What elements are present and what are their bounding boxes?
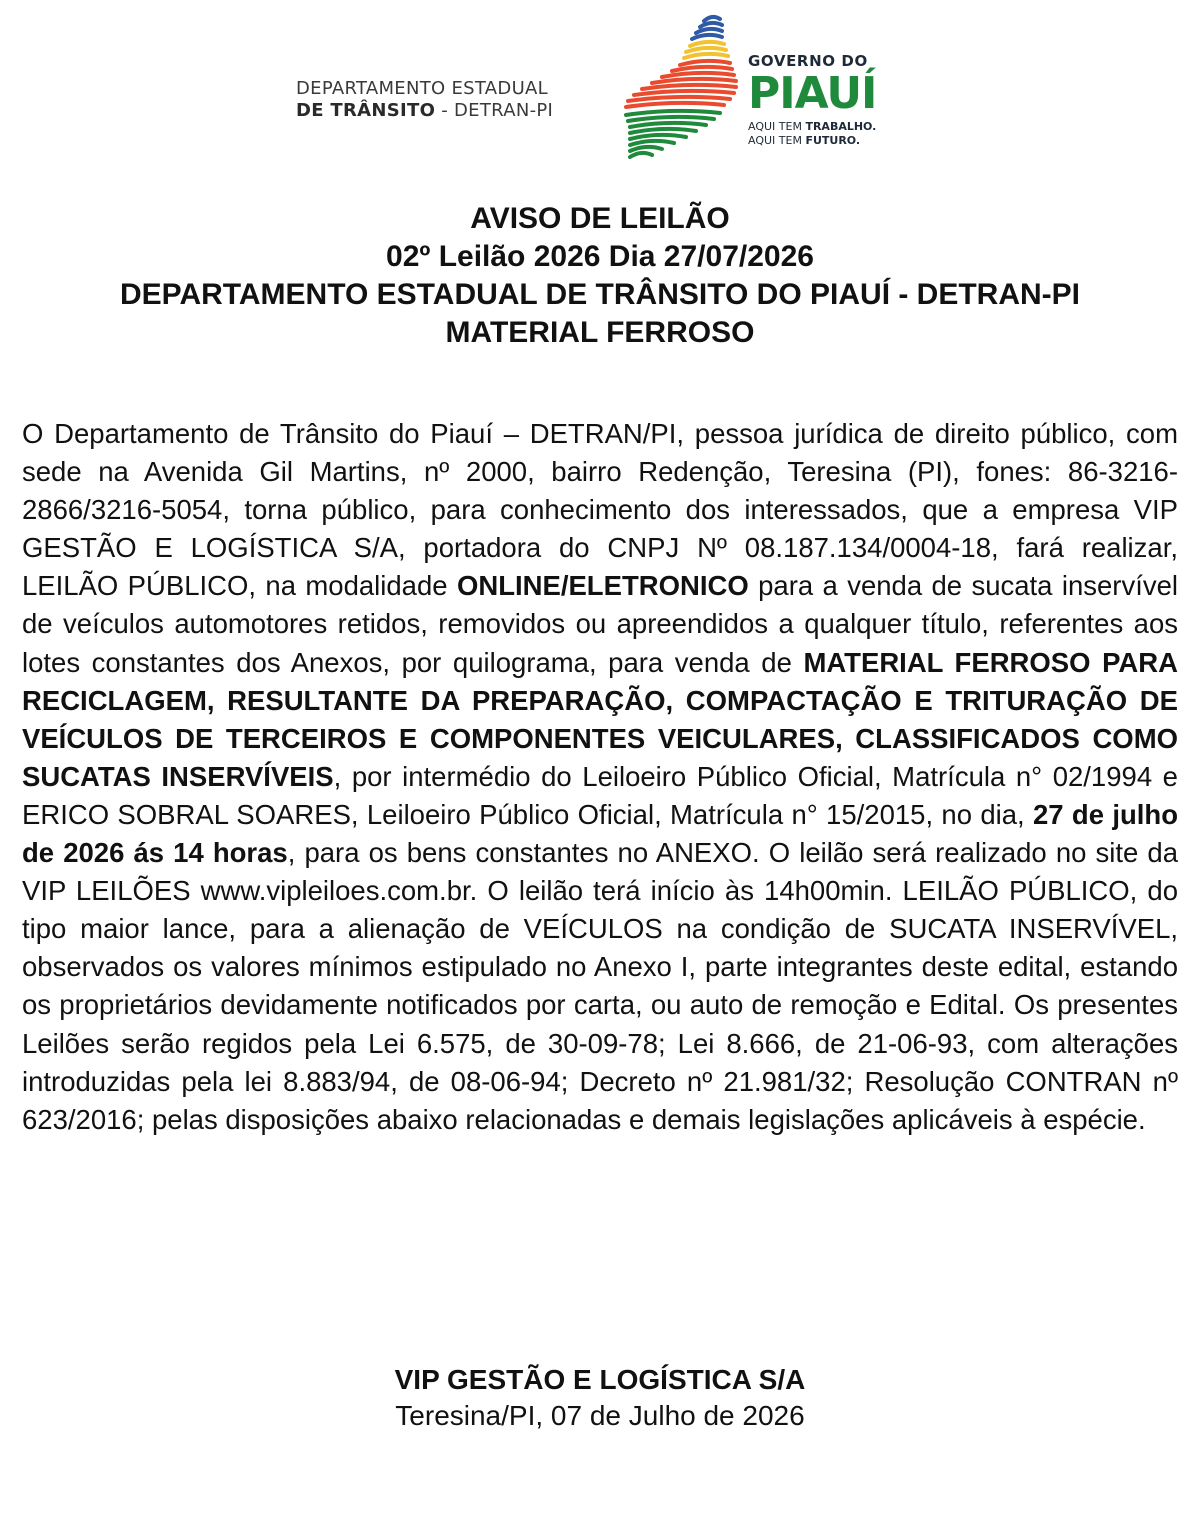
emblem-stripe xyxy=(634,91,734,95)
emblem-stripe xyxy=(630,141,674,145)
emblem-stripes xyxy=(626,17,736,157)
slogan-1b: TRABALHO. xyxy=(805,120,877,133)
notice-material: MATERIAL FERROSO xyxy=(445,316,755,349)
body-part-3: , por intermédio do Leiloeiro Público Oficial, Matrícula n° 02/1994 e ERICO SOBRAL SOARES, Leiloeiro Público Oficial, Matrícula n° 15/2015, no dia, xyxy=(22,760,1178,830)
emblem-stripe xyxy=(628,97,730,101)
emblem-stripe xyxy=(690,42,724,46)
gov-logo xyxy=(748,52,918,148)
emblem-stripe xyxy=(662,73,734,77)
body-bold-material: MATERIAL FERROSO PARA RECICLAGEM, RESULTANTE DA PREPARAÇÃO, COMPACTAÇÃO E TRITURAÇÃO DE VEÍCULOS DE TERCEIROS E COMPONENTES VEICULARES, CLASSIFICADOS COMO SUCATAS INSERVÍVEIS xyxy=(22,646,1178,792)
emblem-stripe xyxy=(700,23,722,27)
signature-company: VIP GESTÃO E LOGÍSTICA S/A xyxy=(394,1364,806,1395)
emblem-stripe xyxy=(684,54,728,58)
emblem-stripe xyxy=(630,135,686,139)
slogan-2a: AQUI TEM xyxy=(748,134,806,147)
detran-logo-line2 xyxy=(296,100,596,122)
emblem-stripe xyxy=(628,117,714,121)
emblem-stripe xyxy=(686,48,726,52)
piaui-emblem-icon xyxy=(622,12,742,180)
emblem-stripe xyxy=(630,129,696,133)
gov-logo-word: PIAUÍ xyxy=(748,68,877,119)
body-part-1: O Departamento de Trânsito do Piauí – DETRAN/PI, pessoa jurídica de direito público, com sede na Avenida Gil Martins, nº 2000, bairro Redenção, Teresina (PI), fones: 86-3216-2866/3216-5054, torna público, para conhecimento dos interessados, que a empresa VIP GESTÃO E LOGÍSTICA S/A, portadora do CNPJ Nº 08.187.134/0004-18, fará realizar, LEILÃO PÚBLICO, na modalidade xyxy=(22,418,1178,602)
emblem-stripe xyxy=(626,103,724,107)
detran-logo xyxy=(296,78,596,122)
detran-logo-line1: DEPARTAMENTO ESTADUAL xyxy=(296,78,548,99)
emblem-stripe xyxy=(630,153,652,157)
emblem-stripe xyxy=(704,17,720,21)
signature xyxy=(20,1362,1180,1434)
emblem-stripe xyxy=(672,67,732,71)
gov-logo-slogan-1 xyxy=(748,120,918,134)
body-part-4: , para os bens constantes no ANEXO. O leilão será realizado no site da VIP LEILÕES www.vipleiloes.com.br. O leilão terá início às 14h00min. LEILÃO PÚBLICO, do tipo maior lance, para a alienação de VEÍCULOS na condição de SUCATA INSERVÍVEL, observados os valores mínimos estipulado no Anexo I, parte integrantes deste edital, estando os proprietários devidamente notificados por carta, ou auto de remoção e Edital. Os presentes Leilões serão regidos pela Lei 6.575, de 30-09-78; Lei 8.666, de 21-06-93, com alterações introduzidas pela lei 8.883/94, de 08-06-94; Decreto nº 21.981/32; Resolução CONTRAN nº 623/2016; pelas disposições abaixo relacionadas e demais legislações aplicáveis à espécie. xyxy=(22,837,1178,1135)
notice-titles xyxy=(20,200,1180,352)
slogan-1a: AQUI TEM xyxy=(748,120,806,133)
header xyxy=(0,0,1200,190)
detran-logo-line2-rest: - DETRAN-PI xyxy=(435,100,554,121)
slogan-2b: FUTURO. xyxy=(805,134,861,147)
emblem-stripe xyxy=(680,61,730,65)
signature-place-date: Teresina/PI, 07 de Julho de 2026 xyxy=(395,1400,805,1431)
body-bold-date: 27 de julho de 2026 ás 14 horas xyxy=(22,798,1178,869)
emblem-stripe xyxy=(696,29,722,33)
body-part-2: para a venda de sucata inservível de veículos automotores retidos, removidos ou apreendidos a qualquer título, referentes aos lotes constantes dos Anexos, por quilograma, para venda de xyxy=(22,570,1178,678)
notice-department: DEPARTAMENTO ESTADUAL DE TRÂNSITO DO PIAUÍ - DETRAN-PI xyxy=(119,278,1081,311)
gov-logo-slogan-2 xyxy=(748,134,918,148)
body-bold-modality: ONLINE/ELETRONICO xyxy=(456,570,749,602)
emblem-stripe xyxy=(626,111,720,115)
notice-subtitle-date: 02º Leilão 2026 Dia 27/07/2026 xyxy=(386,240,814,273)
emblem-stripe xyxy=(630,147,662,151)
notice-title: AVISO DE LEILÃO xyxy=(470,202,730,235)
gov-logo-line1: GOVERNO DO xyxy=(748,52,868,70)
detran-logo-line2-bold: DE TRÂNSITO xyxy=(296,100,436,121)
emblem-stripe xyxy=(642,85,736,89)
emblem-stripe xyxy=(692,35,722,39)
notice-body xyxy=(22,415,1178,1139)
emblem-stripe xyxy=(630,123,706,127)
emblem-stripe xyxy=(652,79,736,83)
